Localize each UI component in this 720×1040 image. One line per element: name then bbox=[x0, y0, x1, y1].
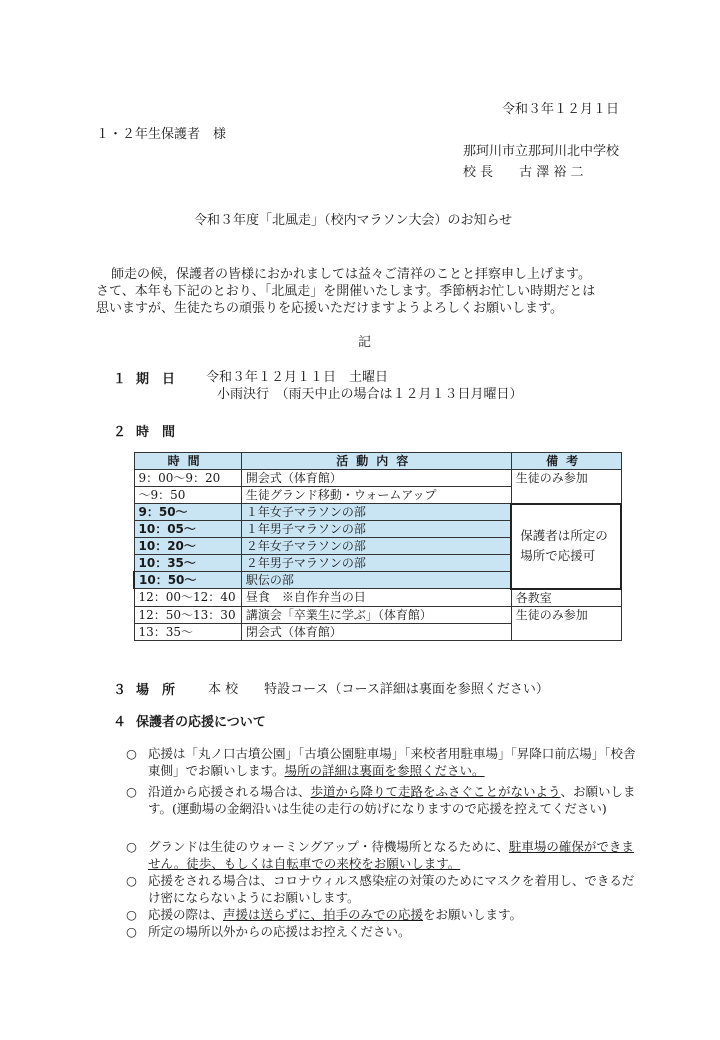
row-time: ～9：50 bbox=[134, 487, 241, 504]
guardian-note: 保護者は所定の場所で応援可 bbox=[511, 504, 621, 589]
intro-line-2: さて、本年も下記のとおり、「北風走」を開催いたします。季節柄お忙しい時期だとは bbox=[96, 284, 596, 299]
intro-line-3: 思いますが、生徒たちの頑張りを応援いただけますようよろしくお願いします。 bbox=[96, 301, 563, 316]
row-note: 生徒のみ参加 bbox=[511, 470, 621, 504]
bullet-text: 応援の際は、声援は送らずに、拍手のみでの応援をお願いします。 bbox=[148, 907, 523, 922]
bullet-mark: ○ bbox=[126, 746, 137, 761]
table-row bbox=[134, 470, 621, 487]
recipient: １・２年生保護者 様 bbox=[96, 127, 227, 142]
schedule-table bbox=[133, 452, 622, 641]
document-date: 令和３年１２月１日 bbox=[502, 102, 620, 117]
bullet-mark: ○ bbox=[126, 873, 137, 888]
row-time: 12：00～12：40 bbox=[134, 589, 241, 607]
row-activity: 生徒グランド移動・ウォームアップ bbox=[241, 487, 511, 504]
bullet-mark: ○ bbox=[126, 784, 137, 799]
principal-name: 校 長 古 澤 裕 二 bbox=[463, 165, 584, 180]
table-row bbox=[134, 606, 621, 623]
row-activity: 閉会式（体育館） bbox=[241, 623, 511, 640]
schedule-header-row bbox=[134, 453, 621, 470]
header-time: 時間 bbox=[134, 453, 241, 470]
bullet-text: グランドは生徒のウォーミングアップ・待機場所となるために、駐車場の確保ができません。徒歩、もしくは自転車での来校をお願いします。 bbox=[148, 839, 634, 871]
bullet-text: 所定の場所以外からの応援はお控えください。 bbox=[148, 924, 411, 939]
bullet-mark: ○ bbox=[126, 839, 137, 854]
notice-title: 令和３年度「北風走」（校内マラソン大会）のお知らせ bbox=[194, 213, 513, 228]
row-activity: 講演会「卒業生に学ぶ」（体育館） bbox=[241, 606, 511, 623]
section-1-number: １ bbox=[113, 372, 127, 387]
section-3-number: ３ bbox=[113, 683, 127, 698]
row-activity: ２年女子マラソンの部 bbox=[241, 538, 511, 555]
row-time: 12：50～13：30 bbox=[134, 606, 241, 623]
school-name: 那珂川市立那珂川北中学校 bbox=[463, 144, 620, 159]
section-2-label: 時 間 bbox=[136, 425, 176, 440]
bullet-mark: ○ bbox=[126, 924, 137, 939]
header-notes: 備考 bbox=[511, 453, 621, 470]
row-activity: 駅伝の部 bbox=[241, 572, 511, 589]
row-time: 13：35～ bbox=[134, 623, 241, 640]
row-time: 10：50～ bbox=[134, 572, 241, 589]
row-activity: １年男子マラソンの部 bbox=[241, 521, 511, 538]
event-date: 令和３年１２月１１日 土曜日 bbox=[206, 370, 389, 385]
section-3-label: 場 所 bbox=[136, 683, 176, 698]
row-time: 9：00～9：20 bbox=[134, 470, 241, 487]
bullet-text: 応援は「丸ノ口古墳公園」「古墳公園駐車場」「来校者用駐車場」「昇降口前広場」「校舎東側」でお願いします。場所の詳細は裏面を参照ください。 bbox=[148, 746, 636, 778]
section-4-label: 保護者の応援について bbox=[136, 715, 266, 730]
row-time: 10：20～ bbox=[134, 538, 241, 555]
table-row bbox=[134, 589, 621, 607]
row-note: 生徒のみ参加 bbox=[511, 606, 621, 640]
bullet-text: 応援をされる場合は、コロナウィルス感染症の対策のためにマスクを着用し、できるだけ密にならないようにお願いします。 bbox=[148, 873, 635, 905]
row-activity: １年女子マラソンの部 bbox=[241, 504, 511, 521]
bullet-mark: ○ bbox=[126, 907, 137, 922]
intro-line-1: 師走の候，保護者の皆様におかれましては益々ご清祥のことと拝察申し上げます。 bbox=[111, 267, 591, 282]
row-time: 9：50～ bbox=[134, 504, 241, 521]
header-activity: 活動内容 bbox=[241, 453, 511, 470]
table-row bbox=[134, 504, 621, 521]
rain-note: 小雨決行 （雨天中止の場合は１２月１３日月曜日） bbox=[217, 387, 523, 402]
venue: 本 校 特設コース（コース詳細は裏面を参照ください） bbox=[208, 682, 549, 697]
row-time: 10：35～ bbox=[134, 555, 241, 572]
row-activity: 昼食 ※自作弁当の日 bbox=[241, 589, 511, 607]
row-activity: 開会式（体育館） bbox=[241, 470, 511, 487]
row-time: 10：05～ bbox=[134, 521, 241, 538]
ki-heading: 記 bbox=[358, 335, 372, 350]
row-note: 各教室 bbox=[511, 589, 621, 607]
section-1-label: 期 日 bbox=[136, 372, 176, 387]
section-2-number: ２ bbox=[113, 425, 127, 440]
section-4-number: ４ bbox=[113, 715, 127, 730]
bullet-text: 沿道から応援される場合は、歩道から降りて走路をふさぐことがないよう、お願いします。(運動場の金網沿いは生徒の走行の妨げになりますので応援を控えてください) bbox=[148, 784, 636, 816]
row-activity: ２年男子マラソンの部 bbox=[241, 555, 511, 572]
